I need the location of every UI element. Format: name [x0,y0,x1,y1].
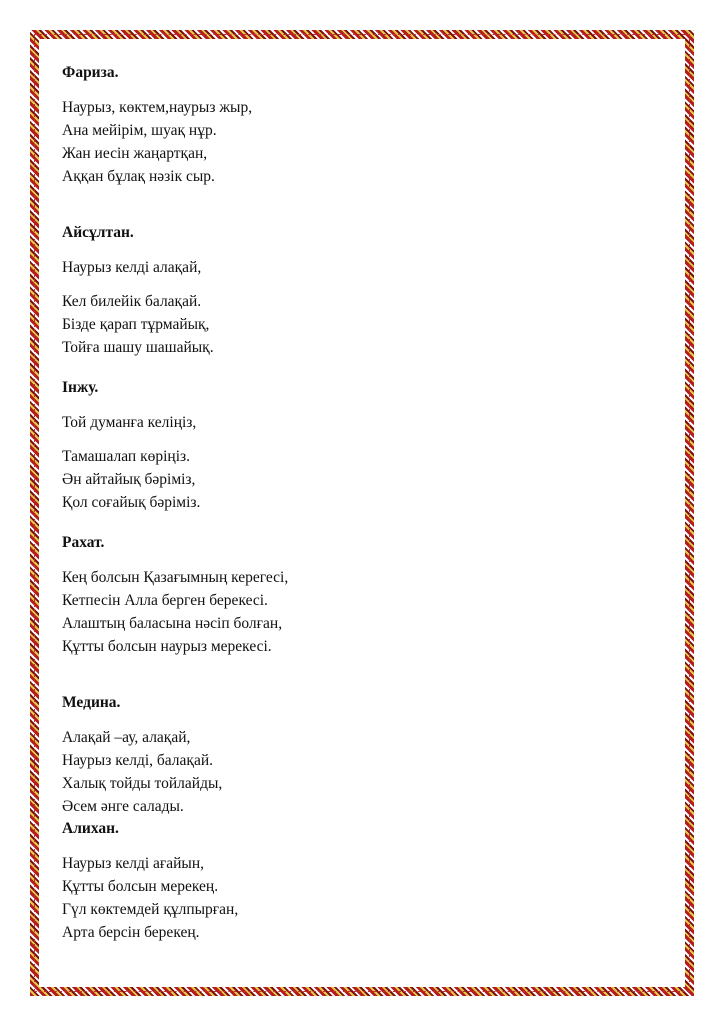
poem-line: Ән айтайық бәріміз, [62,471,196,488]
poem-line: Жан иесін жаңартқан, [62,145,208,162]
poem-line: Наурыз келді ағайын, [62,855,205,872]
speaker-name: Айсұлтан. [62,224,134,241]
speaker-name: Фариза. [62,64,119,81]
poem-line: Кетпесін Алла берген берекесі. [62,592,268,609]
section-aisultan [62,222,662,359]
section-rakhat [62,532,662,658]
poem-line: Кең болсын Қазағымның керегесі, [62,569,289,586]
section-medina [62,692,662,818]
stanza [62,445,662,514]
poem-line: Аққан бұлақ нәзік сыр. [62,168,215,185]
stanza [62,726,662,818]
stanza [62,852,662,944]
poem-line: Қол соғайық бәріміз. [62,494,201,511]
section-alikhan [62,818,662,944]
poem-line: Құтты болсын мерекең. [62,878,219,895]
speaker-name: Медина. [62,694,121,711]
poem-line: Алаштың баласына нәсіп болған, [62,615,283,632]
poem-line: Арта берсін берекең. [62,924,200,941]
poem-line: Наурыз келді алақай, [62,259,202,276]
section-fariza [62,62,662,188]
stanza [62,96,662,188]
stanza [62,411,662,434]
poem-line: Әсем әнге салады. [62,798,184,815]
speaker-name: Рахат. [62,534,105,551]
poem-line: Той думанға келіңіз, [62,414,197,431]
poem-line: Бізде қарап тұрмайық, [62,316,210,333]
stanza [62,256,662,279]
stanza [62,566,662,658]
speaker-name: Інжу. [62,379,99,396]
poem-line: Гүл көктемдей құлпырған, [62,901,239,918]
poem-document [62,62,662,953]
poem-line: Наурыз, көктем,наурыз жыр, [62,99,253,116]
poem-line: Наурыз келді, балақай. [62,752,213,769]
poem-line: Кел билейік балақай. [62,293,202,310]
poem-line: Тамашалап көріңіз. [62,448,191,465]
poem-line: Тойға шашу шашайық. [62,339,214,356]
poem-line: Құтты болсын наурыз мерекесі. [62,638,272,655]
stanza [62,290,662,359]
poem-line: Ана мейірім, шуақ нұр. [62,122,217,139]
poem-line: Алақай –ау, алақай, [62,729,191,746]
section-inzhu [62,377,662,514]
speaker-name: Алихан. [62,820,119,837]
poem-line: Халық тойды тойлайды, [62,775,223,792]
